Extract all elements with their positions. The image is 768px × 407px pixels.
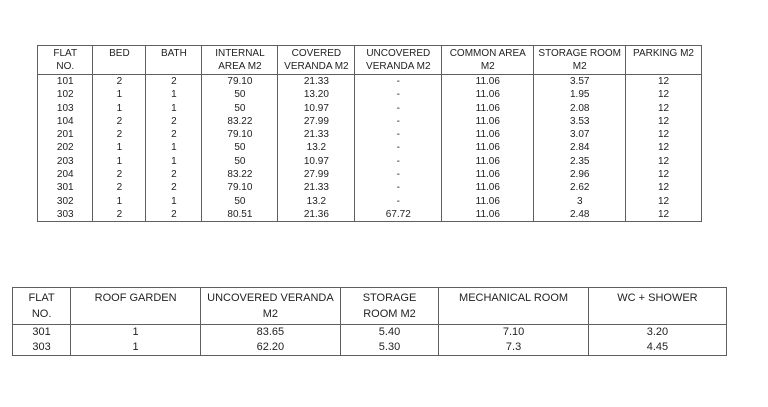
table-cell: 11.06: [442, 168, 534, 181]
table-cell: 2.84: [534, 141, 626, 154]
table-cell: 50: [202, 155, 278, 168]
table-cell: 13.20: [278, 88, 355, 101]
table-cell: 83.22: [202, 115, 278, 128]
table-row: [13, 325, 727, 341]
column-header: [588, 288, 726, 325]
table-cell: 21.33: [278, 181, 355, 194]
table-cell: 2.35: [534, 155, 626, 168]
table-cell: 2: [93, 168, 146, 181]
table-cell: 1: [93, 88, 146, 101]
column-header: [93, 46, 146, 75]
table-cell: 2: [146, 168, 202, 181]
table-row: [13, 340, 727, 356]
column-header-line: ROOF GARDEN: [94, 292, 177, 304]
table-cell: 2: [146, 128, 202, 141]
table-cell: 11.06: [442, 181, 534, 194]
table-cell: 79.10: [202, 128, 278, 141]
table-cell: 1: [93, 102, 146, 115]
table-row: [38, 115, 702, 128]
table-row: [38, 195, 702, 208]
table-row: [38, 181, 702, 194]
column-header-line: PARKING M2: [633, 48, 694, 59]
column-header-line: STORAGE: [362, 292, 417, 304]
column-header-line: NO.: [31, 308, 52, 320]
table-cell: 11.06: [442, 88, 534, 101]
table-cell: 2.48: [534, 208, 626, 222]
table-cell: 1: [146, 88, 202, 101]
table-cell: -: [355, 88, 442, 101]
column-header: [534, 46, 626, 75]
table-cell: 1: [146, 141, 202, 154]
table-cell: 50: [202, 88, 278, 101]
table-cell: 11.06: [442, 75, 534, 89]
column-header: [626, 46, 702, 75]
table-cell: 11.06: [442, 141, 534, 154]
table-cell: 83.65: [201, 325, 341, 341]
table-cell: -: [355, 102, 442, 115]
table-cell: 13.2: [278, 141, 355, 154]
column-header-line: FLAT: [53, 48, 78, 59]
table-cell: 67.72: [355, 208, 442, 222]
table-cell: 12: [626, 208, 702, 222]
table-cell: 27.99: [278, 115, 355, 128]
table-cell: 80.51: [202, 208, 278, 222]
table-cell: 1: [93, 141, 146, 154]
column-header-line: M2: [572, 61, 587, 72]
column-header: [71, 288, 201, 325]
table-cell: 204: [38, 168, 93, 181]
table-cell: 2: [146, 115, 202, 128]
flat-areas-table: [37, 45, 702, 222]
table-cell: 27.99: [278, 168, 355, 181]
column-header-line: INTERNAL: [215, 48, 265, 59]
column-header-line: STORAGE ROOM: [538, 48, 622, 59]
column-header-line: VERANDA M2: [366, 61, 431, 72]
flat-areas-table-body: [38, 75, 702, 222]
column-header: [442, 46, 534, 75]
table-row: [38, 88, 702, 101]
column-header-line: FLAT: [28, 292, 55, 304]
table-cell: 12: [626, 115, 702, 128]
column-header-line: UNCOVERED: [366, 48, 431, 59]
table-cell: 101: [38, 75, 93, 89]
table-row: [38, 208, 702, 222]
table-row: [38, 75, 702, 89]
column-header-line: NO.: [56, 61, 75, 72]
table-cell: 10.97: [278, 155, 355, 168]
column-header: [278, 46, 355, 75]
table-row: [38, 168, 702, 181]
table-row: [38, 155, 702, 168]
table-cell: -: [355, 195, 442, 208]
column-header: [146, 46, 202, 75]
table-cell: 11.06: [442, 128, 534, 141]
table-cell: 4.45: [588, 340, 726, 356]
column-header-line: WC + SHOWER: [617, 292, 698, 304]
table-cell: 2: [146, 181, 202, 194]
table-cell: -: [355, 181, 442, 194]
table-cell: 11.06: [442, 102, 534, 115]
table-cell: 303: [13, 340, 71, 356]
table-cell: -: [355, 115, 442, 128]
table-cell: -: [355, 128, 442, 141]
table-cell: 12: [626, 141, 702, 154]
table-cell: 3.07: [534, 128, 626, 141]
table-cell: 12: [626, 168, 702, 181]
table-cell: 2: [93, 115, 146, 128]
column-header: [38, 46, 93, 75]
table-cell: 1.95: [534, 88, 626, 101]
table-cell: 2: [93, 75, 146, 89]
table-cell: 5.30: [340, 340, 438, 356]
table-cell: 104: [38, 115, 93, 128]
table-cell: 2: [93, 128, 146, 141]
table-cell: 302: [38, 195, 93, 208]
table-cell: 11.06: [442, 155, 534, 168]
table-cell: 12: [626, 88, 702, 101]
table-cell: 2.08: [534, 102, 626, 115]
penthouse-extras-header-row: [13, 288, 727, 325]
table-cell: 12: [626, 128, 702, 141]
table-cell: 1: [146, 195, 202, 208]
column-header-line: UNCOVERED VERANDA: [207, 292, 334, 304]
table-cell: 1: [93, 195, 146, 208]
table-cell: 1: [71, 325, 201, 341]
table-cell: 202: [38, 141, 93, 154]
table-cell: 79.10: [202, 75, 278, 89]
table-cell: 1: [146, 102, 202, 115]
column-header: [340, 288, 438, 325]
table-cell: 11.06: [442, 208, 534, 222]
table-cell: 7.10: [439, 325, 589, 341]
column-header: [202, 46, 278, 75]
table-cell: 102: [38, 88, 93, 101]
table-cell: 103: [38, 102, 93, 115]
column-header: [201, 288, 341, 325]
table-cell: 12: [626, 75, 702, 89]
table-cell: 13.2: [278, 195, 355, 208]
table-cell: 11.06: [442, 115, 534, 128]
table-cell: 3.57: [534, 75, 626, 89]
table-cell: 12: [626, 181, 702, 194]
table-cell: 83.22: [202, 168, 278, 181]
table-cell: 1: [71, 340, 201, 356]
column-header-line: BED: [109, 48, 130, 59]
table-cell: 21.33: [278, 128, 355, 141]
table-cell: 50: [202, 195, 278, 208]
table-cell: 21.36: [278, 208, 355, 222]
table-row: [38, 102, 702, 115]
column-header-line: ROOM M2: [363, 308, 416, 320]
table-cell: 203: [38, 155, 93, 168]
column-header: [355, 46, 442, 75]
table-cell: 3.20: [588, 325, 726, 341]
table-cell: 3.53: [534, 115, 626, 128]
table-cell: 12: [626, 102, 702, 115]
penthouse-extras-table-body: [13, 325, 727, 356]
table-cell: 2: [146, 75, 202, 89]
table-cell: 3: [534, 195, 626, 208]
column-header-line: MECHANICAL ROOM: [459, 292, 569, 304]
table-cell: 1: [93, 155, 146, 168]
table-cell: 301: [38, 181, 93, 194]
penthouse-extras-table: [12, 287, 727, 356]
table-cell: 7.3: [439, 340, 589, 356]
table-cell: 2: [146, 208, 202, 222]
table-cell: 10.97: [278, 102, 355, 115]
table-cell: 301: [13, 325, 71, 341]
table-cell: -: [355, 155, 442, 168]
table-cell: 79.10: [202, 181, 278, 194]
flat-areas-header-row: [38, 46, 702, 75]
table-cell: 201: [38, 128, 93, 141]
table-cell: 2: [93, 181, 146, 194]
table-cell: -: [355, 141, 442, 154]
table-cell: 2.62: [534, 181, 626, 194]
column-header-line: AREA M2: [218, 61, 262, 72]
table-cell: -: [355, 75, 442, 89]
table-cell: 50: [202, 141, 278, 154]
table-cell: 12: [626, 195, 702, 208]
table-cell: 2.96: [534, 168, 626, 181]
table-cell: -: [355, 168, 442, 181]
table-cell: 1: [146, 155, 202, 168]
table-cell: 2: [93, 208, 146, 222]
column-header-line: M2: [262, 308, 279, 320]
table-cell: 50: [202, 102, 278, 115]
table-cell: 21.33: [278, 75, 355, 89]
column-header: [13, 288, 71, 325]
table-cell: 5.40: [340, 325, 438, 341]
column-header-line: VERANDA M2: [284, 61, 349, 72]
table-cell: 12: [626, 155, 702, 168]
column-header-line: BATH: [160, 48, 187, 59]
column-header: [439, 288, 589, 325]
table-row: [38, 128, 702, 141]
table-row: [38, 141, 702, 154]
table-cell: 62.20: [201, 340, 341, 356]
column-header-line: COVERED: [291, 48, 342, 59]
table-cell: 303: [38, 208, 93, 222]
table-cell: 11.06: [442, 195, 534, 208]
column-header-line: M2: [480, 61, 495, 72]
column-header-line: COMMON AREA: [449, 48, 526, 59]
